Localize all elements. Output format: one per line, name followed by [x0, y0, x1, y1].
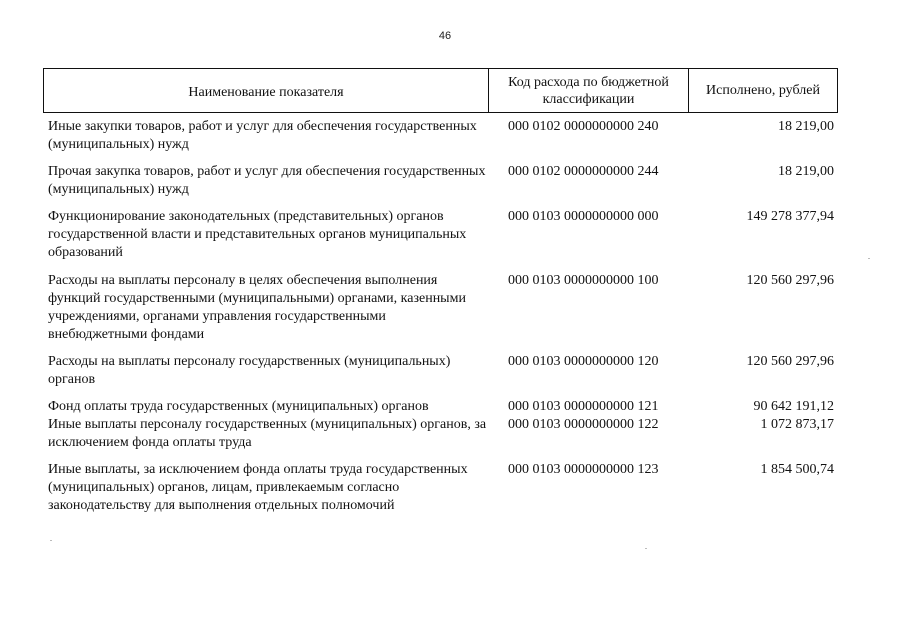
scan-speck	[868, 258, 870, 259]
table-body	[48, 118, 838, 515]
row-code: 000 0103 0000000000 100	[508, 273, 659, 288]
header-value: Исполнено, рублей	[706, 83, 820, 98]
row-name: Иные выплаты персоналу государственных (муниципальных) органов, за исключением фонда оплаты труда	[48, 417, 487, 450]
table-row	[48, 461, 838, 515]
row-value: 18 219,00	[778, 119, 834, 134]
row-name: Прочая закупка товаров, работ и услуг для обеспечения государственных (муниципальных) нужд	[48, 164, 486, 197]
table-row	[48, 163, 838, 199]
header-code: Код расхода по бюджетной классификации	[489, 69, 689, 112]
table-row	[48, 118, 838, 154]
row-value: 120 560 297,96	[746, 354, 834, 369]
row-name: Иные выплаты, за исключением фонда оплаты труда государственных (муниципальных) органов, лицам, привлекаемым согласно законодательству для выполнения отдельных полномочий	[48, 462, 468, 513]
row-code: 000 0103 0000000000 000	[508, 209, 659, 224]
row-value: 120 560 297,96	[746, 273, 834, 288]
scan-speck	[645, 548, 647, 549]
row-code: 000 0103 0000000000 121	[508, 399, 659, 414]
row-value: 90 642 191,12	[753, 399, 834, 414]
table-row	[48, 272, 838, 344]
header-name: Наименование показателя	[44, 69, 489, 112]
row-value: 149 278 377,94	[746, 209, 834, 224]
row-code: 000 0103 0000000000 120	[508, 354, 659, 369]
table-row	[48, 208, 838, 262]
row-value: 18 219,00	[778, 164, 834, 179]
row-code: 000 0102 0000000000 244	[508, 164, 659, 179]
table-row	[48, 398, 838, 416]
row-name: Функционирование законодательных (представительных) органов государственной власти и представительных органов муниципальных образований	[48, 209, 467, 260]
table-row	[48, 416, 838, 452]
page-number: 46	[438, 30, 452, 42]
row-value: 1 854 500,74	[760, 462, 834, 477]
row-code: 000 0103 0000000000 122	[508, 417, 659, 432]
row-code: 000 0103 0000000000 123	[508, 462, 659, 477]
row-name: Фонд оплаты труда государственных (муниципальных) органов	[48, 399, 429, 414]
row-name: Расходы на выплаты персоналу государственных (муниципальных) органов	[48, 354, 451, 387]
row-name: Расходы на выплаты персоналу в целях обеспечения выполнения функций государственными (муниципальными) органами, казенными учреждениями, органами управления государственными внебюджетными фондами	[48, 273, 466, 342]
table-row	[48, 353, 838, 389]
scan-speck	[50, 540, 52, 541]
row-name: Иные закупки товаров, работ и услуг для обеспечения государственных (муниципальных) нужд	[48, 119, 477, 152]
table-header	[43, 68, 838, 113]
row-value: 1 072 873,17	[760, 417, 834, 432]
row-code: 000 0102 0000000000 240	[508, 119, 659, 134]
